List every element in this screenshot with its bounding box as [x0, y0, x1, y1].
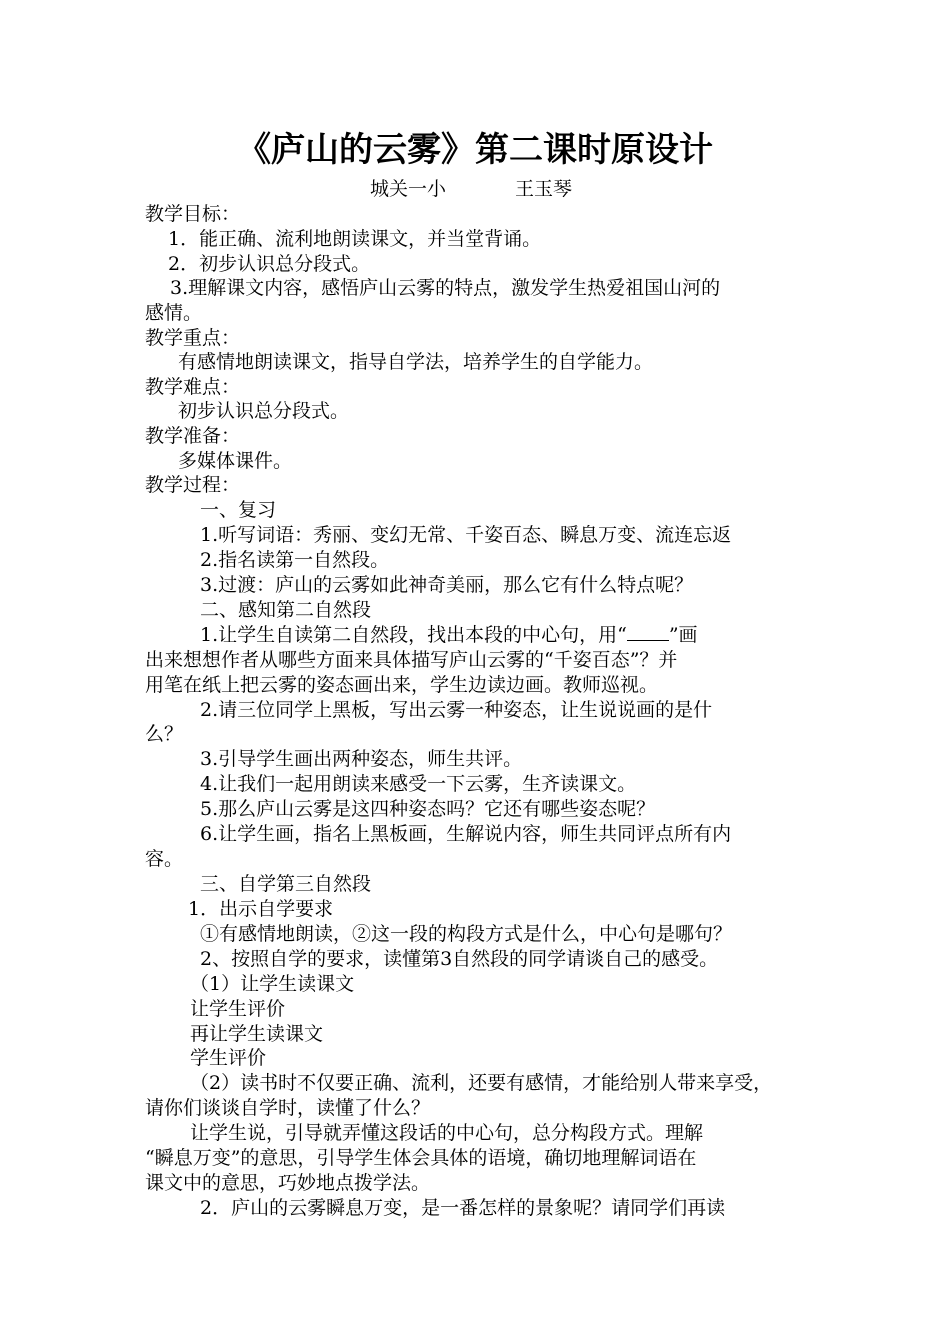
paragraph-line: 2、按照自学的要求，读懂第3自然段的同学请谈自己的感受。: [200, 948, 719, 970]
paragraph-line: 课文中的意思，巧妙地点拨学法。: [145, 1172, 431, 1194]
paragraph-line: 让学生说，引导就弄懂这段话的中心句，总分构段方式。理解: [190, 1122, 704, 1144]
paragraph-line: 有感情地朗读课文，指导自学法，培养学生的自学能力。: [178, 351, 654, 373]
process-step-heading: 一、复习: [200, 499, 277, 521]
process-step-heading: 二、感知第二自然段: [200, 599, 372, 621]
document-title: 《庐山的云雾》第二课时原设计: [237, 130, 713, 170]
paragraph-line: 5.那么庐山云雾是这四种姿态吗？它还有哪些姿态呢？: [200, 798, 656, 820]
paragraph-line: 1．出示自学要求: [188, 898, 334, 920]
process-step-heading: 三、自学第三自然段: [200, 873, 372, 895]
goal-item: 3.理解课文内容，感悟庐山云雾的特点，激发学生热爱祖国山河的: [170, 277, 721, 299]
paragraph-line: ①有感情地朗读，②这一段的构段方式是什么，中心句是哪句？: [200, 923, 733, 945]
paragraph-line: 么？: [145, 723, 184, 745]
paragraph-line: 出来想想作者从哪些方面来具体描写庐山云雾的“千姿百态”？并: [145, 649, 678, 671]
section-heading-goals: 教学目标：: [145, 203, 241, 225]
line-text: ”画: [668, 624, 698, 646]
section-heading-process: 教学过程：: [145, 474, 241, 496]
paragraph-line: “瞬息万变”的意思，引导学生体会具体的语境，确切地理解词语在: [145, 1147, 697, 1169]
paragraph-line: 1.听写词语：秀丽、变幻无常、千姿百态、瞬息万变、流连忘返: [200, 524, 732, 546]
section-heading-difficulties: 教学难点：: [145, 376, 241, 398]
section-heading-key-points: 教学重点：: [145, 327, 241, 349]
paragraph-line: 再让学生读课文: [190, 1023, 324, 1045]
goal-item-continued: 感情。: [145, 302, 203, 324]
paragraph-line: 初步认识总分段式。: [178, 400, 350, 422]
paragraph-line: 用笔在纸上把云雾的姿态画出来，学生边读边画。教师巡视。: [145, 674, 659, 696]
paragraph-line: 3.过渡：庐山的云雾如此神奇美丽，那么它有什么特点呢？: [200, 574, 694, 596]
line-text: 1.让学生自读第二自然段，找出本段的中心句，用“: [200, 624, 627, 646]
author-school: 城关一小: [370, 178, 447, 200]
paragraph-line: 多媒体课件。: [178, 450, 293, 472]
paragraph-line: 学生评价: [190, 1047, 267, 1069]
author-name: 王玉琴: [515, 178, 573, 200]
goal-item: 1．能正确、流利地朗读课文，并当堂背诵。: [168, 228, 542, 250]
underline-blank: [627, 626, 669, 641]
section-heading-preparation: 教学准备：: [145, 425, 241, 447]
paragraph-line: 让学生评价: [190, 998, 286, 1020]
author-line: [0, 176, 950, 202]
paragraph-line: （2）读书时不仅要正确、流利，还要有感情，才能给别人带来享受，: [190, 1072, 773, 1094]
paragraph-line: 请你们谈谈自学时，读懂了什么？: [145, 1097, 431, 1119]
paragraph-line: 2.指名读第一自然段。: [200, 549, 390, 571]
paragraph-line: 容。: [145, 848, 184, 870]
paragraph-line: [200, 623, 698, 648]
paragraph-line: 2.请三位同学上黑板，写出云雾一种姿态，让生说说画的是什: [200, 699, 713, 721]
paragraph-line: 3.引导学生画出两种姿态，师生共评。: [200, 748, 523, 770]
goal-item: 2．初步认识总分段式。: [168, 253, 371, 275]
paragraph-line: 2．庐山的云雾瞬息万变，是一番怎样的景象呢？请同学们再读: [200, 1197, 726, 1219]
paragraph-line: 6.让学生画，指名上黑板画，生解说内容，师生共同评点所有内: [200, 823, 732, 845]
paragraph-line: 4.让我们一起用朗读来感受一下云雾，生齐读课文。: [200, 773, 637, 795]
paragraph-line: （1）让学生读课文: [190, 973, 355, 995]
